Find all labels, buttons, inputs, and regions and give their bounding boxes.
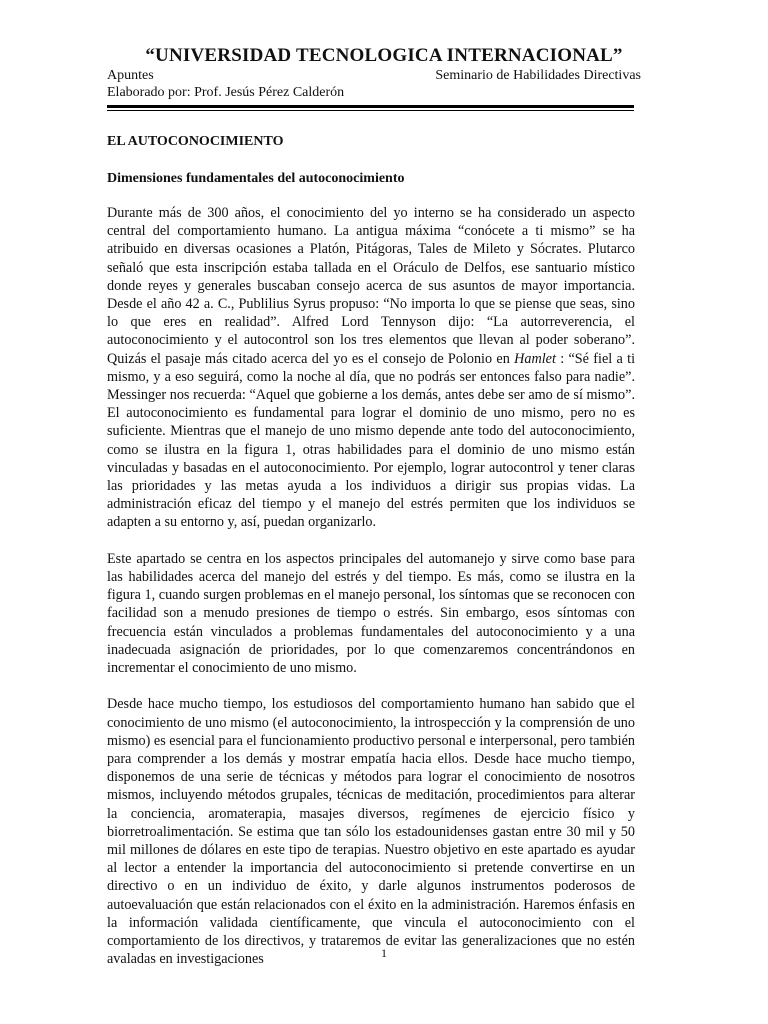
page-number: 1: [381, 946, 387, 960]
hamlet-title: Hamlet: [514, 350, 556, 367]
header-rule-thick: [107, 105, 634, 108]
header-apuntes: Apuntes: [107, 68, 154, 83]
header-author: Elaborado por: Prof. Jesús Pérez Calderón: [107, 85, 345, 100]
header-seminar: Seminario de Habilidades Directivas: [435, 68, 641, 83]
paragraph-3: Desde hace mucho tiempo, los estudiosos del comportamiento humano han sabido que el conocimiento de uno mismo (el autoconocimiento, la introspección y la comprensión de uno mismo) es esencial para el funcionamiento productivo personal e interpersonal, pero también para comprender a los demás y mostrar empatía hacia ellos. Desde hace mucho tiempo, disponemos de una serie de técnicas y métodos para lograr el conocimiento de nosotros mismos, incluyendo métodos grupales, técnicas de meditación, procedimientos para alterar la conciencia, aromaterapia, masajes diversos, regímenes de ejercicio físico y biorretroalimentación. Se estima que tan sólo los estadounidenses gastan entre 30 mil y 50 mil millones de dólares en este tipo de terapias. Nuestro objetivo en este apartado es ayudar al lector a entender la importancia del autoconocimiento si pretende convertirse en un directivo o en un individuo de éxito, y darle algunos instrumentos poderosos de autoevaluación que están relacionados con el éxito en la administración. Haremos énfasis en la información validada científicamente, que vincula el autoconocimiento con el comportamiento de los directivos, y trataremos de evitar las generalizaciones que no estén avaladas en investigaciones: [107, 696, 635, 968]
paragraph-1: [107, 204, 635, 532]
paragraph-1-part-a: Durante más de 300 años, el conocimiento del yo interno se ha considerado un aspecto central del comportamiento humano. La antigua máxima “conócete a ti mismo” se ha atribuido en diversas ocasiones a Platón, Pitágoras, Tales de Mileto y Sócrates. Plutarco señaló que esta inscripción estaba tallada en el Oráculo de Delfos, ese santuario místico donde reyes y generales buscaban consejo acerca de sus asuntos de mayor importancia. Desde el año 42 a. C., Publilius Syrus propuso: “No importa lo que se piense que seas, sino lo que eres en realidad”. Alfred Lord Tennyson dijo: “La autorreverencia, el autoconocimiento y el autocontrol son los tres elementos que llevan al poder soberano”. Quizás el pasaje más citado acerca del yo es el consejo de Polonio en: [107, 205, 635, 367]
subsection-title: Dimensiones fundamentales del autoconocimiento: [107, 171, 405, 186]
paragraph-2: Este apartado se centra en los aspectos principales del automanejo y sirve como base para las habilidades acerca del manejo del estrés y del tiempo. Es más, como se ilustra en la figura 1, cuando surgen problemas en el manejo personal, los síntomas que se reconocen con facilidad son a menudo presiones de tiempo o estrés. Sin embargo, esos síntomas con frecuencia están vinculados a problemas fundamentales del autoconocimiento y a una inadecuada asignación de prioridades, por lo que comenzaremos concentrándonos en incrementar el conocimiento de uno mismo.: [107, 550, 635, 677]
section-title: EL AUTOCONOCIMIENTO: [107, 134, 284, 149]
body-text: [107, 204, 635, 987]
institution-title: “UNIVERSIDAD TECNOLOGICA INTERNACIONAL”: [145, 45, 623, 66]
header-rule-thin: [107, 110, 634, 111]
paragraph-1-part-b: : “Sé fiel a ti mismo, y a eso seguirá, como la noche al día, que no podrás ser entonces falso para nadie”. Messinger nos recuerda: “Aquel que gobierne a los demás, antes debe ser amo de sí mismo”. El autoconocimiento es fundamental para lograr el dominio de uno mismo, pero no es suficiente. Mientras que el manejo de uno mismo depende ante todo del autoconocimiento, como se ilustra en la figura 1, otras habilidades para el dominio de uno mismo están vinculadas y basadas en el autoconocimiento. Por ejemplo, lograr autocontrol y tener claras las prioridades y las metas ayuda a los individuos a dirigir sus propias vidas. La administración eficaz del tiempo y el manejo del estrés permiten que los individuos se adapten a su entorno y, así, puedan organizarlo.: [107, 350, 636, 531]
